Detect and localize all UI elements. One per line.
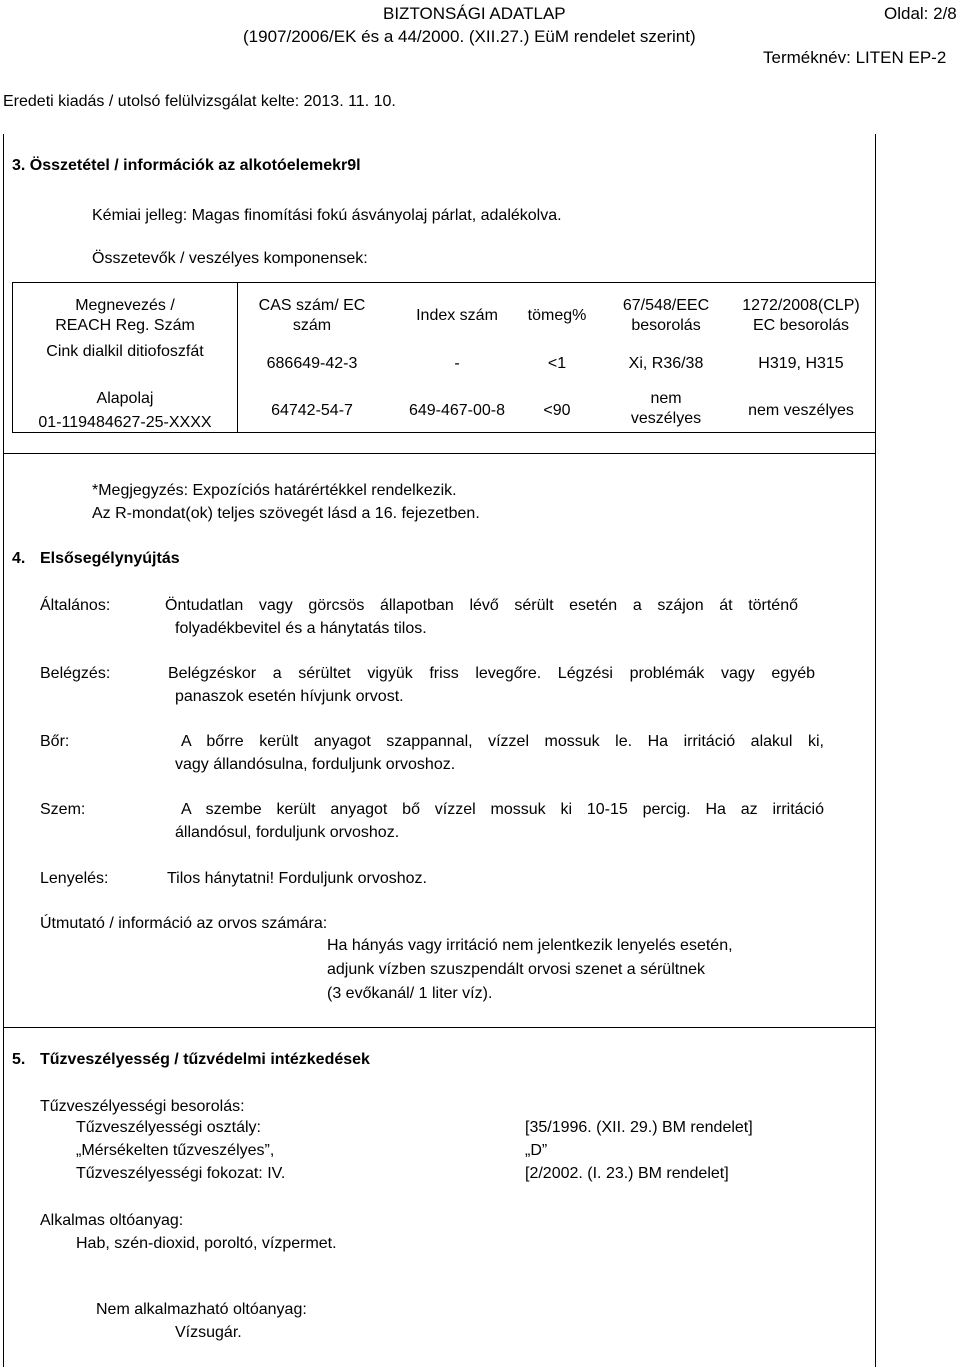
fire-grade-label: Tűzveszélyességi fokozat: IV.	[76, 1165, 286, 1182]
row1-name: Cink dialkil ditiofoszfát	[46, 343, 204, 360]
header-clp: 1272/2008(CLP) EC besorolás	[742, 297, 860, 334]
suitable-extinguisher-value: Hab, szén-dioxid, poroltó, vízpermet.	[76, 1235, 337, 1252]
first-aid-text: A bőrre került anyagot szappannal, vízzel mossuk le. Ha irritáció alakul ki,	[181, 733, 824, 750]
page-number: Oldal: 2/8	[884, 4, 957, 23]
doctor-info-label: Útmutató / információ az orvos számára:	[40, 915, 328, 932]
header-index: Index szám	[416, 307, 498, 324]
issue-date: Eredeti kiadás / utolsó felülvizsgálat kelte: 2013. 11. 10.	[3, 93, 396, 110]
unsuitable-extinguisher-label: Nem alkalmazható oltóanyag:	[96, 1301, 307, 1318]
row1-eec: Xi, R36/38	[628, 355, 704, 372]
doctor-info-text: adjunk vízben szuszpendált orvosi szenet a sérültnek	[327, 961, 705, 978]
section5-number: 5.	[12, 1051, 26, 1068]
section4-number: 4.	[12, 550, 26, 567]
header-mass: tömeg%	[527, 307, 587, 324]
row1-clp: H319, H315	[758, 355, 844, 372]
first-aid-text: állandósul, forduljunk orvoshoz.	[175, 824, 400, 841]
note-exposure-limit: *Megjegyzés: Expozíciós határértékkel rendelkezik.	[92, 482, 457, 499]
row2-eec: nem veszélyes	[630, 390, 702, 427]
row2-cas: 64742-54-7	[271, 402, 353, 419]
fire-class-value: „Mérsékelten tűzveszélyes”,	[76, 1142, 275, 1159]
table-top-border	[12, 282, 876, 283]
sds-title: BIZTONSÁGI ADATLAP	[383, 4, 566, 23]
section5-title: Tűzveszélyesség / tűzvédelmi intézkedések	[40, 1051, 370, 1068]
doctor-info-text: (3 evőkanál/ 1 liter víz).	[327, 985, 493, 1002]
fire-classification-label: Tűzveszélyességi besorolás:	[40, 1098, 245, 1115]
chemical-nature: Kémiai jelleg: Magas finomítási fokú ásványolaj párlat, adalékolva.	[92, 207, 562, 224]
first-aid-text: folyadékbevitel és a hánytatás tilos.	[175, 620, 427, 637]
first-aid-label: Lenyelés:	[40, 870, 109, 887]
section4-title: Elsősegélynyújtás	[40, 550, 180, 567]
first-aid-label: Szem:	[40, 801, 86, 818]
suitable-extinguisher-label: Alkalmas oltóanyag:	[40, 1212, 184, 1229]
first-aid-text: panaszok esetén hívjunk orvost.	[175, 688, 404, 705]
doctor-info-text: Ha hányás vagy irritáció nem jelentkezik lenyelés esetén,	[327, 937, 733, 954]
first-aid-label: Általános:	[40, 597, 111, 614]
section3-title: 3. Összetétel / információk az alkotóelemekr9l	[12, 157, 361, 174]
note-r-phrases: Az R-mondat(ok) teljes szövegét lásd a 16. fejezetben.	[92, 505, 480, 522]
first-aid-label: Belégzés:	[40, 665, 111, 682]
first-aid-text: A szembe került anyagot bő vízzel mossuk ki 10-15 percig. Ha az irritáció	[181, 801, 824, 818]
row2-mass: <90	[543, 402, 571, 419]
first-aid-text: Tilos hánytatni! Forduljunk orvoshoz.	[167, 870, 427, 887]
regulation-reference: (1907/2006/EK és a 44/2000. (XII.27.) EüM rendelet szerint)	[243, 27, 696, 46]
fire-grade-reference: [2/2002. (I. 23.) BM rendelet]	[525, 1165, 729, 1182]
header-name: Megnevezés / REACH Reg. Szám	[55, 297, 195, 334]
first-aid-text: vagy állandósulna, forduljunk orvoshoz.	[175, 756, 456, 773]
first-aid-text: Belégzéskor a sérültet vigyük friss levegőre. Légzési problémák vagy egyéb	[168, 665, 815, 682]
frame-left-border	[3, 134, 4, 1367]
first-aid-text: Öntudatlan vagy görcsös állapotban lévő sérült esetén a szájon át történő	[165, 597, 798, 614]
row2-name: Alapolaj 01-119484627-25-XXXX	[38, 390, 212, 431]
fire-class-label: Tűzveszélyességi osztály:	[76, 1119, 261, 1136]
fire-class-code: „D”	[525, 1142, 548, 1159]
row1-index: -	[454, 355, 460, 372]
frame-divider-section5	[3, 1027, 876, 1028]
row2-clp: nem veszélyes	[748, 402, 854, 419]
row1-cas: 686649-42-3	[266, 355, 358, 372]
row1-mass: <1	[547, 355, 567, 372]
first-aid-label: Bőr:	[40, 733, 70, 750]
row2-index: 649-467-00-8	[408, 402, 506, 419]
header-eec: 67/548/EEC besorolás	[622, 297, 710, 334]
frame-divider-top	[3, 453, 876, 454]
components-label: Összetevők / veszélyes komponensek:	[92, 250, 368, 267]
header-cas: CAS szám/ EC szám	[258, 297, 366, 334]
unsuitable-extinguisher-value: Vízsugár.	[175, 1324, 242, 1341]
product-name: Terméknév: LITEN EP-2	[763, 48, 947, 67]
fire-class-reference: [35/1996. (XII. 29.) BM rendelet]	[525, 1119, 753, 1136]
